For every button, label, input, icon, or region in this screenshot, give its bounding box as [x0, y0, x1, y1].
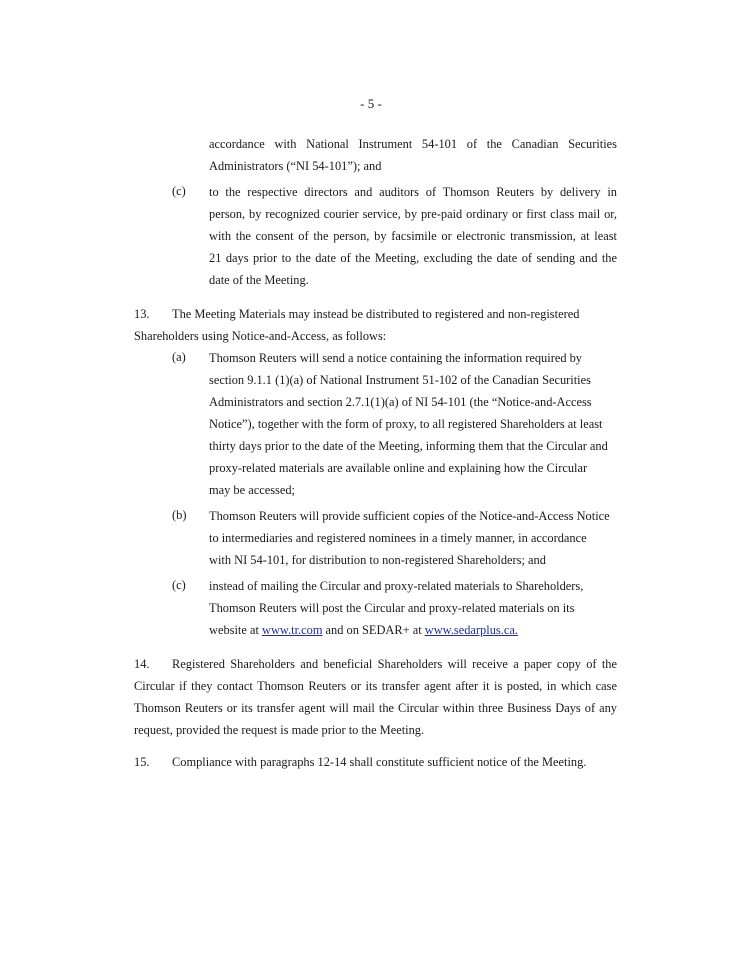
text-line: accordance with National Instrument 54-101 of the Canadian Securities — [209, 137, 617, 151]
text-line — [209, 622, 518, 638]
list-marker: (a) — [172, 350, 186, 364]
text-line: Administrators (“NI 54-101”); and — [209, 159, 382, 173]
text-line: Compliance with paragraphs 12-14 shall constitute sufficient notice of the Meeting. — [172, 755, 587, 769]
text-line: with NI 54-101, for distribution to non-registered Shareholders; and — [209, 553, 546, 567]
text-fragment: and on SEDAR+ at — [322, 623, 425, 637]
text-line: person, by recognized courier service, by pre-paid ordinary or first class mail or, — [209, 207, 617, 221]
text-line: may be accessed; — [209, 483, 296, 497]
text-line: instead of mailing the Circular and proxy-related materials to Shareholders, — [209, 579, 584, 593]
list-marker: (c) — [172, 184, 186, 198]
paragraph-number: 15. — [134, 755, 150, 769]
list-marker: (b) — [172, 508, 187, 522]
link-tr[interactable]: www.tr.com — [262, 623, 323, 637]
page-number: - 5 - — [360, 96, 382, 111]
paragraph-number: 13. — [134, 307, 150, 321]
text-line: with the consent of the person, by facsimile or electronic transmission, at least — [209, 229, 617, 243]
text-line: 21 days prior to the date of the Meeting, excluding the date of sending and the — [209, 251, 617, 265]
text-line: request, provided the request is made prior to the Meeting. — [134, 723, 425, 737]
text-line: Circular if they contact Thomson Reuters or its transfer agent after it is posted, in which case — [134, 679, 617, 693]
text-fragment: website at — [209, 623, 262, 637]
text-line: Thomson Reuters will send a notice containing the information required by — [209, 351, 583, 365]
text-line: thirty days prior to the date of the Meeting, informing them that the Circular and — [209, 439, 608, 453]
text-line: to intermediaries and registered nominees in a timely manner, in accordance — [209, 531, 587, 545]
text-line: Thomson Reuters will provide sufficient copies of the Notice-and-Access Notice — [209, 509, 610, 523]
paragraph-number: 14. — [134, 657, 150, 671]
text-line: Shareholders using Notice-and-Access, as follows: — [134, 329, 387, 343]
text-line: date of the Meeting. — [209, 273, 309, 287]
text-line: The Meeting Materials may instead be distributed to registered and non-registered — [172, 307, 580, 321]
text-line: section 9.1.1 (1)(a) of National Instrument 51-102 of the Canadian Securities — [209, 373, 591, 387]
text-line: Thomson Reuters or its transfer agent will mail the Circular within three Business Days of any — [134, 701, 617, 715]
list-marker: (c) — [172, 578, 186, 592]
text-line: Administrators and section 2.7.1(1)(a) of NI 54-101 (the “Notice-and-Access — [209, 395, 592, 409]
text-line: to the respective directors and auditors of Thomson Reuters by delivery in — [209, 185, 617, 199]
text-line: proxy-related materials are available online and explaining how the Circular — [209, 461, 588, 475]
link-sedarplus[interactable]: www.sedarplus.ca. — [424, 623, 518, 637]
text-line: Thomson Reuters will post the Circular and proxy-related materials on its — [209, 601, 575, 615]
text-line: Registered Shareholders and beneficial Shareholders will receive a paper copy of the — [172, 657, 617, 671]
text-line: Notice”), together with the form of proxy, to all registered Shareholders at least — [209, 417, 603, 431]
